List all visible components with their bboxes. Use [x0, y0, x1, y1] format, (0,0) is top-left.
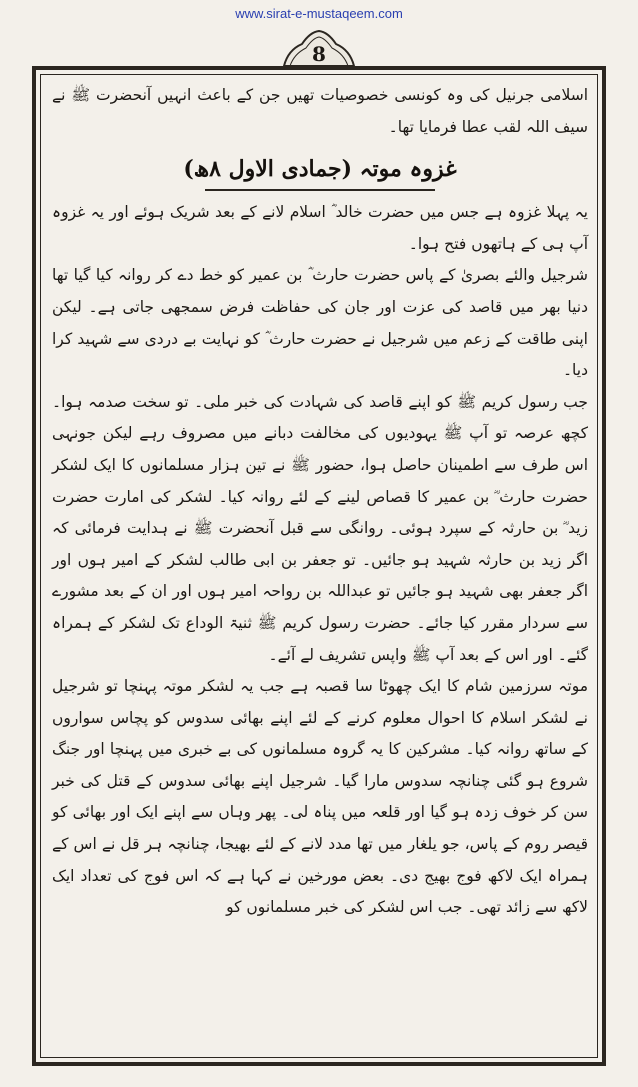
site-url[interactable]: www.sirat-e-mustaqeem.com [235, 6, 403, 21]
body-paragraph: یہ پہلا غزوہ ہے جس میں حضرت خالد ؓ اسلام لانے کے بعد شریک ہوئے اور یہ غزوہ آپ ہی کے ہاتھوں فتح ہوا۔ [52, 203, 588, 253]
body-paragraph: موتہ سرزمین شام کا ایک چھوٹا سا قصبہ ہے جب یہ لشکر موتہ پہنچا تو شرجیل نے لشکر اسلام کا احوال معلوم کرنے کے لئے اپنے بھائی سدوس کو پچاس سواروں کے ساتھ روانہ کیا۔ مشرکین کا یہ گروہ مسلمانوں کی بے خبری میں پہنچا اور جنگ شروع ہو گئی چنانچہ سدوس مارا گیا۔ شرجیل اپنے بھائی سدوس کے قتل کی خبر سن کر خوف زدہ ہو گیا اور قلعہ میں پناہ لی۔ پھر وہاں سے اپنے ایک اور بھائی کو قیصر روم کے پاس، جو یلغار میں تھا مدد لانے کے لئے بھیجا، چنانچہ ہر قل نے اس کے ہمراہ ایک لاکھ فوج بھیج دی۔ بعض مورخین نے کہا ہے کہ اس فوج کی تعداد ایک لاکھ سے زائد تھی۔ جب اس لشکر کی خبر مسلمانوں کو [52, 677, 588, 917]
body-paragraph: شرجیل والئے بصریٰ کے پاس حضرت حارث ؓ بن عمیر کو خط دے کر روانہ کیا گیا تھا دنیا بھر میں قاصد کی عزت اور جان کی حفاظت فرض سمجھی جاتی ہے۔ لیکن اپنی طاقت کے زعم میں شرجیل نے حضرت حارث ؓ کو نہایت بے دردی سے شہید کرا دیا۔ [52, 266, 588, 380]
body-paragraph: جب رسول کریم ﷺ کو اپنے قاصد کی شہادت کی خبر ملی۔ تو سخت صدمہ ہوا۔ کچھ عرصہ تو آپ ﷺ یہودیوں کی مخالفت دبانے میں مصروف رہے لیکن جونہی اس طرف سے اطمینان حاصل ہوا، حضور ﷺ نے تین ہزار مسلمانوں کا ایک لشکر حضرت حارث ؓ بن عمیر کا قصاص لینے کے لئے روانہ کیا۔ لشکر کی امارت حضرت زید ؓ بن حارثہ کے سپرد ہوئی۔ روانگی سے قبل آنحضرت ﷺ نے ہدایت فرمائی کہ اگر زید بن حارثہ شہید ہو جائیں۔ تو جعفر بن ابی طالب لشکر کے امیر ہوں اور اگر جعفر بھی شہید ہو جائیں تو عبداللہ بن رواحہ امیر ہوں اور ان کے بعد مشورے سے سردار مقرر کیا جائے۔ حضرت رسول کریم ﷺ ثنیۃ الوداع تک لشکر کے ہمراہ گئے۔ اور اس کے بعد آپ ﷺ واپس تشریف لے آئے۔ [52, 392, 588, 664]
page-number-badge [280, 28, 358, 68]
heading-underline [205, 189, 435, 191]
section-heading: غزوہ موتہ (جمادی الاول ۸ھ) [183, 156, 457, 183]
page-number-ornament [280, 28, 358, 68]
page-number: 8 [312, 42, 326, 66]
page-content [52, 80, 588, 1080]
intro-paragraph: اسلامی جرنیل کی وہ کونسی خصوصیات تھیں جن کے باعث انہیں آنحضرت ﷺ نے سیف اللہ لقب عطا فرمایا تھا۔ [52, 86, 588, 136]
